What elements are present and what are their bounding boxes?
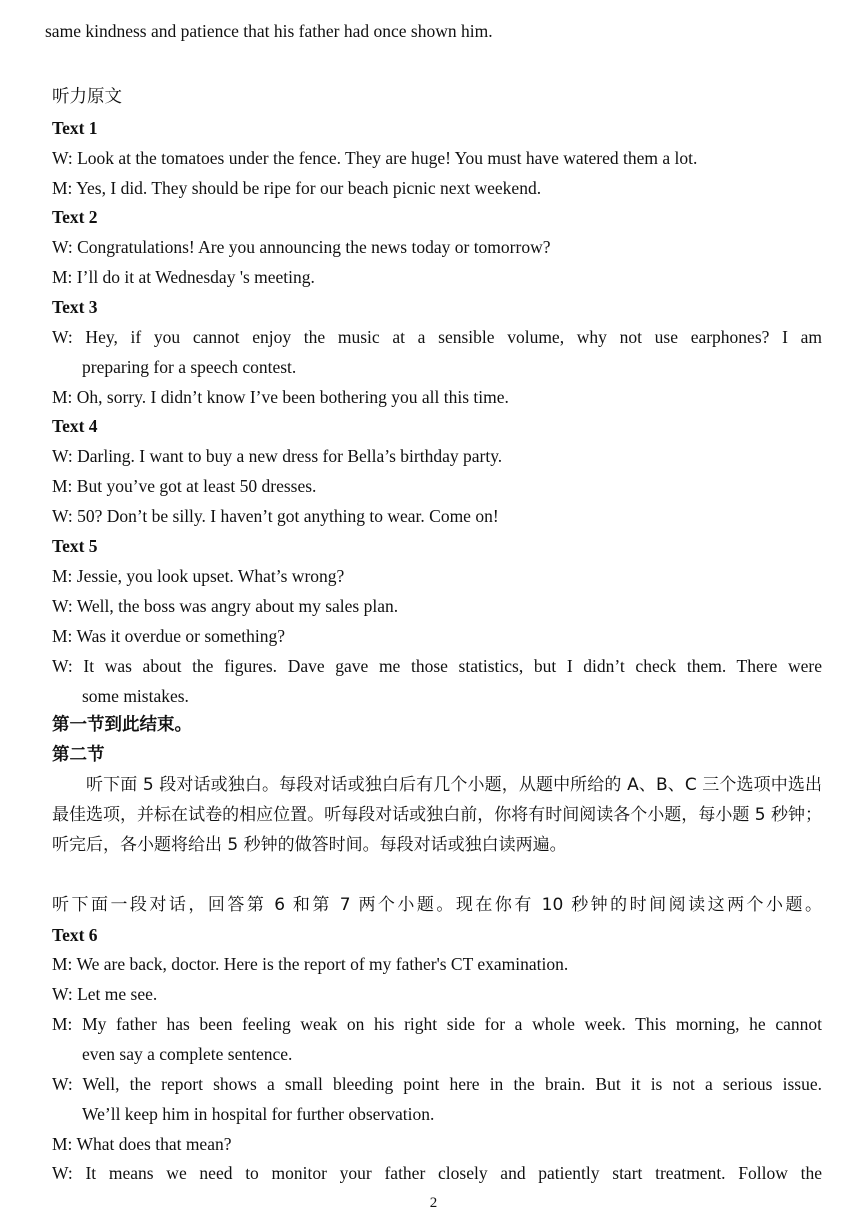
text5-line-1: M: Jessie, you look upset. What’s wrong? [52, 566, 345, 586]
text5-line-3: M: Was it overdue or something? [52, 626, 286, 646]
intro-tail-line: same kindness and patience that his father had once shown him. [45, 21, 493, 41]
text4-line-2: M: But you’ve got at least 50 dresses. [52, 476, 317, 496]
text3-label: Text 3 [52, 297, 98, 317]
text6-line-2: W: Let me see. [52, 984, 158, 1004]
text3-m-line: M: Oh, sorry. I didn’t know I’ve been bothering you all this time. [52, 387, 509, 407]
text6-line-1: M: We are back, doctor. Here is the report of my father's CT examination. [52, 954, 569, 974]
text5-label: Text 5 [52, 536, 98, 556]
text6-label: Text 6 [52, 925, 98, 945]
text6-line-4b: We’ll keep him in hospital for further observation. [82, 1104, 435, 1124]
text6-line-6: W: It means we need to monitor your father closely and patiently start treatment. Follow the [52, 1163, 822, 1183]
text6-line-3b: even say a complete sentence. [82, 1044, 293, 1064]
text1-label: Text 1 [52, 118, 98, 138]
section-two-prompt: 听下面一段对话，回答第 6 和第 7 两个小题。现在你有 10 秒钟的时间阅读这两个小题。 [52, 895, 822, 915]
text4-label: Text 4 [52, 416, 98, 436]
page-number: 2 [429, 1195, 438, 1211]
section-one-end-note: 第一节到此结束。 [52, 715, 192, 735]
section-two-instructions: 听下面 5 段对话或独白。每段对话或独白后有几个小题，从题中所给的 A、B、C 三个选项中选出最佳选项，并标在试卷的相应位置。听每段对话或独白前，你将有时间阅读各个小题，每小题 5 秒钟；听完后，各小题将给出 5 秒钟的做答时间。每段对话或独白读两遍。 [52, 775, 822, 855]
text2-line-2: M: I’ll do it at Wednesday 's meeting. [52, 267, 315, 287]
text2-line-1: W: Congratulations! Are you announcing the news today or tomorrow? [52, 237, 551, 257]
text5-w-line-2: some mistakes. [82, 686, 189, 706]
text4-line-1: W: Darling. I want to buy a new dress for Bella’s birthday party. [52, 446, 503, 466]
text6-line-3a: M: My father has been feeling weak on his right side for a whole week. This morning, he cannot [52, 1014, 822, 1034]
text6-line-5: M: What does that mean? [52, 1134, 232, 1154]
text4-line-3: W: 50? Don’t be silly. I haven’t got anything to wear. Come on! [52, 506, 499, 526]
section-two-heading: 第二节 [52, 745, 105, 765]
text3-w-line-1: W: Hey, if you cannot enjoy the music at a sensible volume, why not use earphones? I am [52, 327, 822, 347]
text6-line-4a: W: Well, the report shows a small bleeding point here in the brain. But it is not a serious issue. [52, 1074, 822, 1094]
text5-line-2: W: Well, the boss was angry about my sales plan. [52, 596, 399, 616]
text1-line-1: W: Look at the tomatoes under the fence. They are huge! You must have watered them a lot. [52, 148, 698, 168]
text1-line-2: M: Yes, I did. They should be ripe for our beach picnic next weekend. [52, 178, 542, 198]
text2-label: Text 2 [52, 207, 98, 227]
text3-w-line-2: preparing for a speech contest. [82, 357, 297, 377]
text5-w-line-1: W: It was about the figures. Dave gave me those statistics, but I didn’t check them. There were [52, 656, 822, 676]
section-title: 听力原文 [52, 87, 122, 107]
